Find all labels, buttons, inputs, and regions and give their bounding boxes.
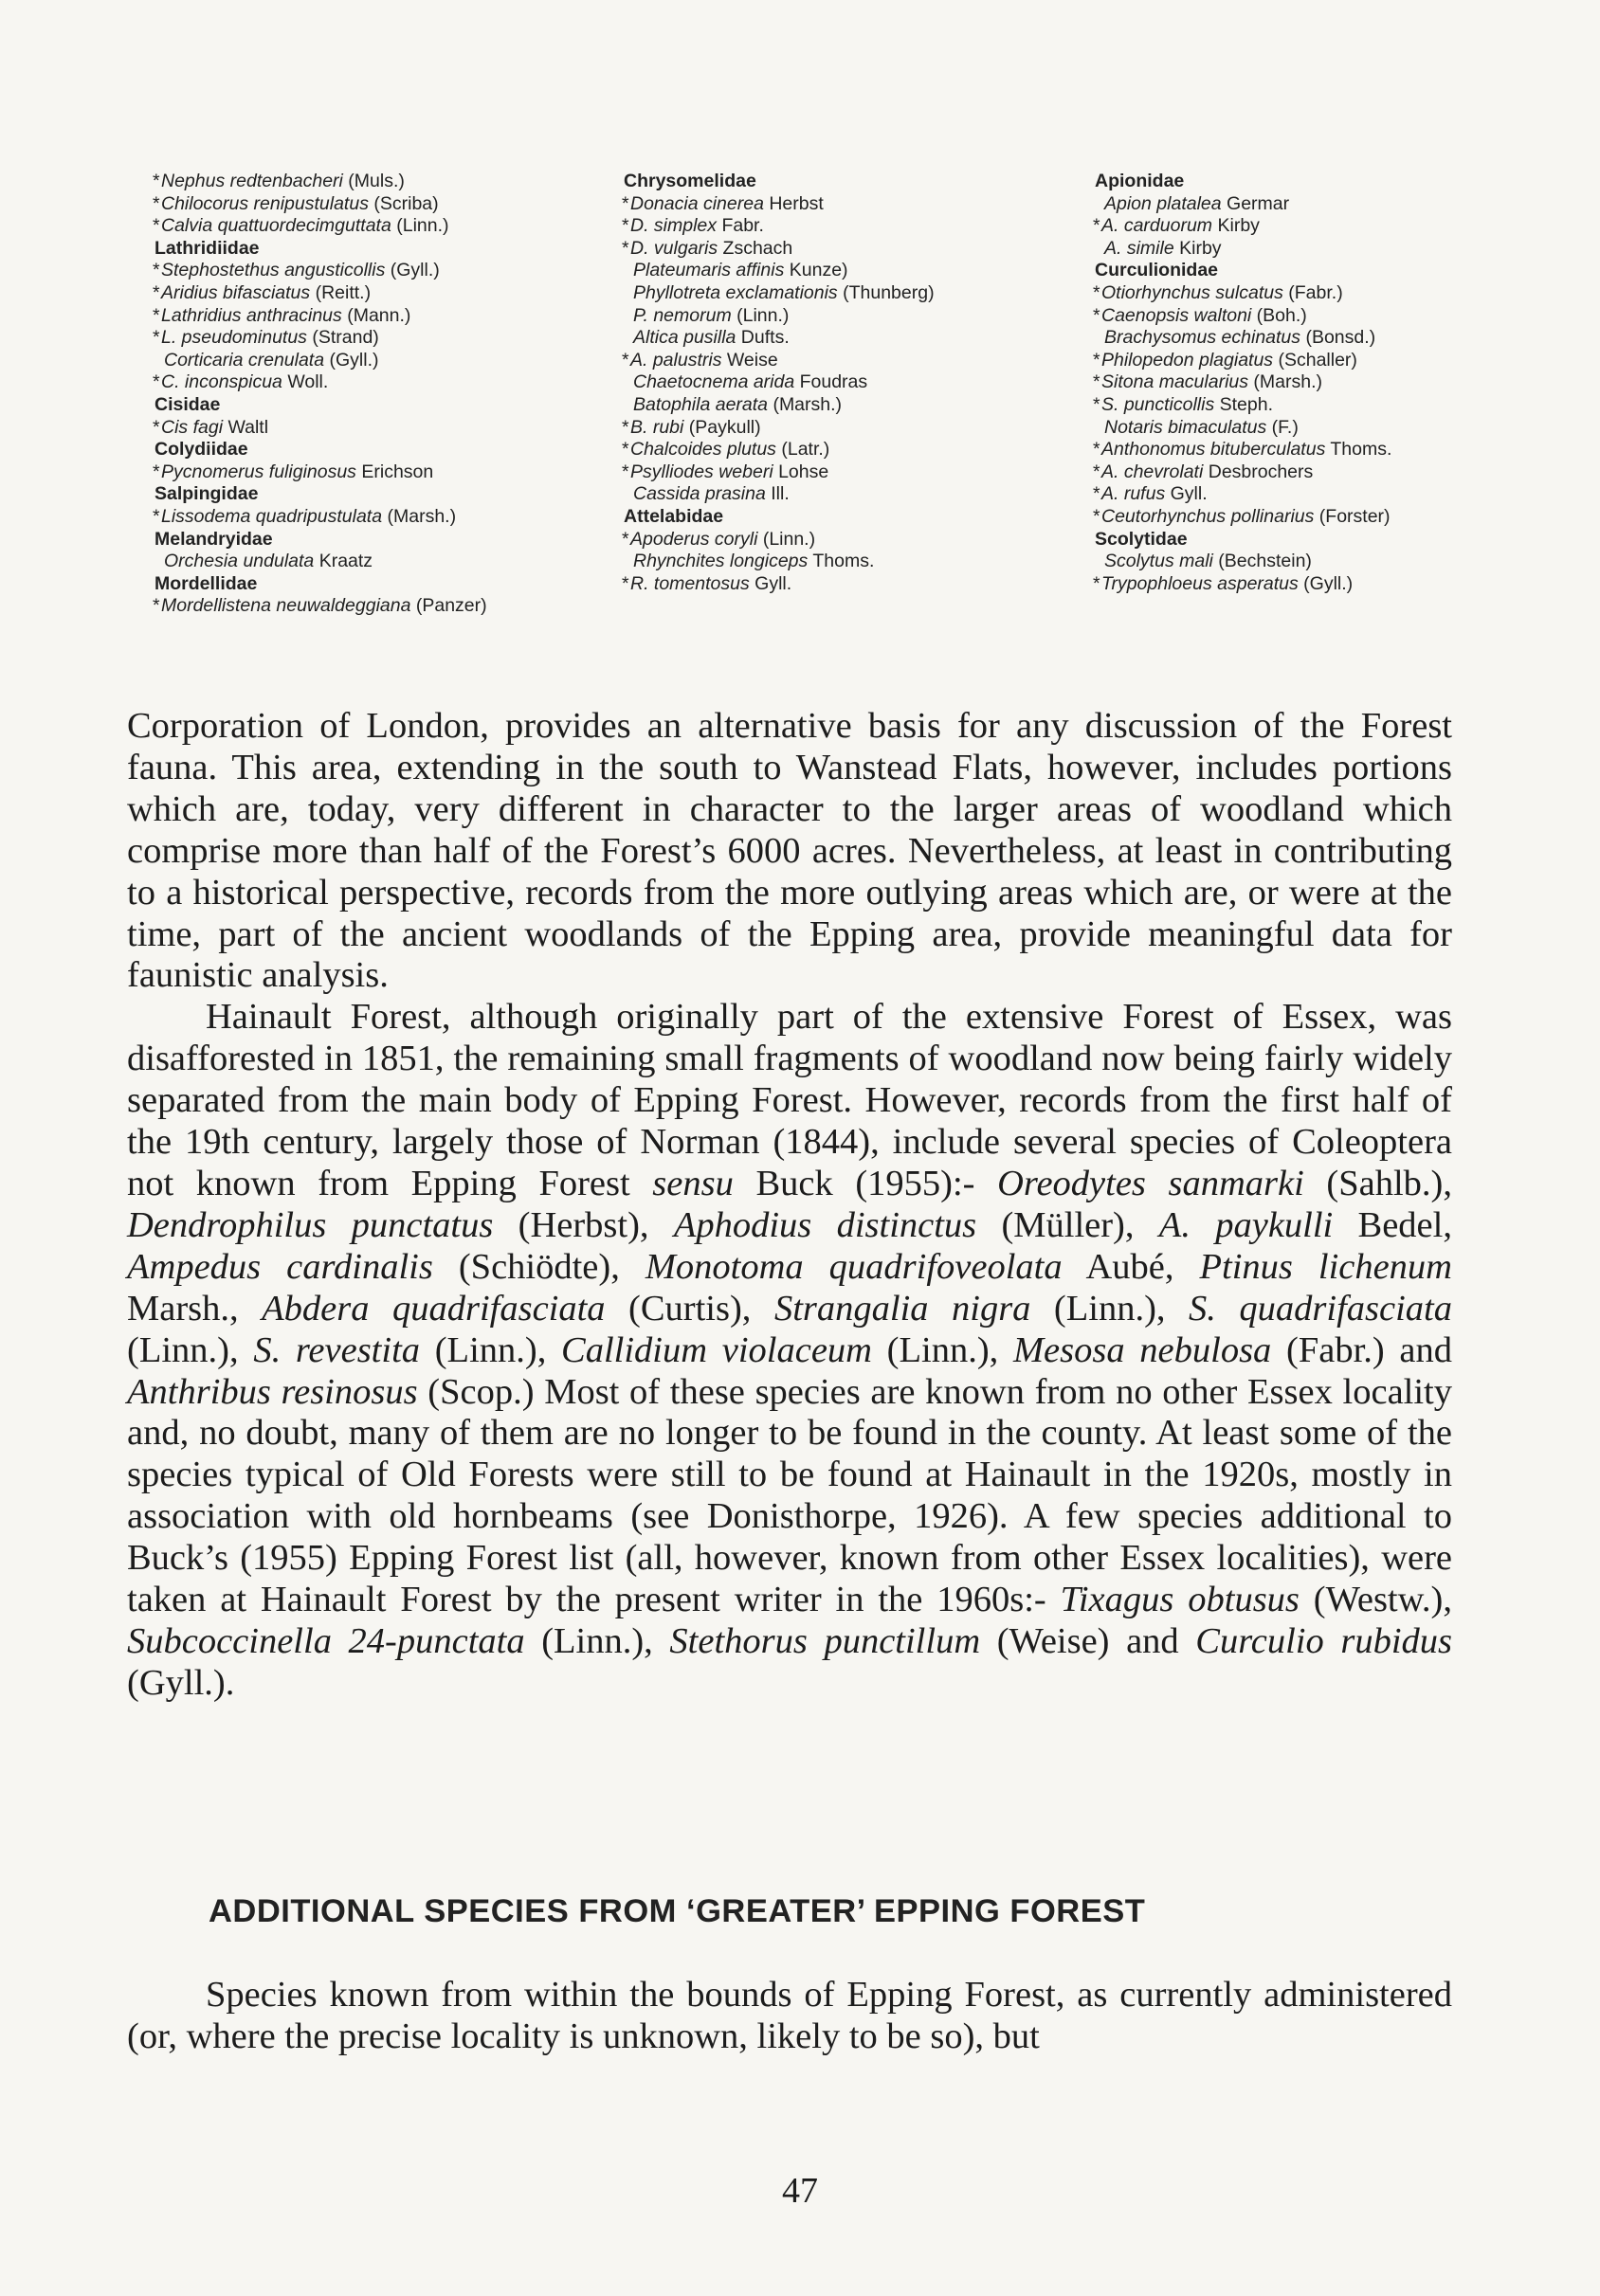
text-run: (Fabr.) and <box>1271 1329 1453 1370</box>
species-name: S. puncticollis <box>1101 393 1215 415</box>
asterisk-marker: * <box>622 237 629 259</box>
species-name: Sitona macularius <box>1101 371 1248 393</box>
family-heading: Curculionidae <box>1095 260 1219 281</box>
species-name: Rhynchites longiceps <box>633 551 809 572</box>
species-author: (Gyll.) <box>385 260 440 281</box>
text-run: (Linn.), <box>127 1329 254 1370</box>
species-author: Foudras <box>794 371 868 393</box>
text-run: (Weise) and <box>980 1620 1196 1661</box>
asterisk-marker: * <box>1093 371 1100 393</box>
species-name: Aridius bifasciatus <box>161 281 311 303</box>
species-author: (Panzer) <box>410 595 487 617</box>
species-name: A. carduorum <box>1101 215 1213 237</box>
species-name: Calvia quattuordecimguttata <box>161 215 391 237</box>
asterisk-marker: * <box>153 215 160 237</box>
species-name: Plateumaris affinis <box>633 260 785 281</box>
species-entry <box>624 573 1060 596</box>
species-name: Batophila aerata <box>633 393 769 415</box>
species-name: Stephostethus angusticollis <box>161 260 386 281</box>
species-entry <box>624 260 1060 282</box>
species-name: Pycnomerus fuliginosus <box>161 461 356 482</box>
species-list-column-3 <box>1095 171 1540 595</box>
asterisk-marker: * <box>153 192 160 214</box>
asterisk-marker: * <box>153 171 160 191</box>
species-name: Dendrophilus punctatus <box>127 1204 494 1245</box>
asterisk-marker: * <box>1093 461 1100 482</box>
text-run: (Müller), <box>976 1204 1159 1245</box>
species-entry <box>155 215 600 238</box>
species-entry <box>624 394 1060 417</box>
species-name: Lissodema quadripustulata <box>161 505 383 527</box>
species-entry <box>624 551 1060 573</box>
asterisk-marker: * <box>153 505 160 527</box>
species-author: (Linn.) <box>731 304 790 326</box>
species-entry <box>155 506 600 529</box>
family-heading: Lathridiidae <box>155 237 260 259</box>
asterisk-marker: * <box>153 327 160 349</box>
species-name: Anthribus resinosus <box>127 1371 418 1412</box>
species-author: (Scriba) <box>368 192 439 214</box>
asterisk-marker: * <box>622 461 629 482</box>
species-author: Dufts. <box>736 327 790 349</box>
species-name: C. inconspicua <box>161 371 282 393</box>
species-entry <box>155 327 600 350</box>
species-name: Oreodytes sanmarki <box>997 1163 1304 1203</box>
species-entry <box>155 551 600 573</box>
species-entry <box>155 260 600 282</box>
species-author: Lohse <box>773 461 829 482</box>
asterisk-marker: * <box>153 260 160 281</box>
asterisk-marker: * <box>622 349 629 371</box>
species-author: (Paykull) <box>683 416 761 438</box>
text-run: (Scop.) Most of these species are known from no other Essex locality and, no doubt, many of them are no longer to be found in the county. At least some of the species typical of Old Forests were still to be found at Hainault in the 1920s, mostly in association with old hornbeams (see Donisthorpe, 1926). A few species additional to Buck’s (1955) Epping Forest list (all, however, known from other Essex localities), were taken at Hainault Forest by the present writer in the 1960s:- <box>127 1371 1452 1620</box>
species-author: Desbrochers <box>1203 461 1314 482</box>
species-name: Strangalia nigra <box>773 1288 1031 1329</box>
family-heading: Mordellidae <box>155 572 258 594</box>
species-name: A. rufus <box>1101 483 1166 505</box>
species-list-column-2 <box>624 171 1060 595</box>
species-author: (Mann.) <box>341 304 411 326</box>
species-name: sensu <box>652 1163 734 1203</box>
text-run: (Linn.), <box>1030 1288 1190 1329</box>
species-entry <box>1095 461 1540 484</box>
species-author: Herbst <box>763 192 824 214</box>
species-name: Subcoccinella 24-punctata <box>127 1620 525 1661</box>
species-name: A. simile <box>1104 237 1174 259</box>
species-name: Philopedon plagiatus <box>1101 349 1274 371</box>
family-heading: Melandryidae <box>155 528 273 550</box>
text-run: (Linn.), <box>420 1329 562 1370</box>
species-entry <box>1095 417 1540 440</box>
species-name: Trypophloeus asperatus <box>1101 572 1299 594</box>
asterisk-marker: * <box>153 371 160 393</box>
species-author: (Gyll.) <box>324 349 379 371</box>
text-run: (Herbst), <box>493 1204 674 1245</box>
species-name: Scolytus mali <box>1104 551 1213 572</box>
species-name: Cis fagi <box>161 416 224 438</box>
asterisk-marker: * <box>1093 393 1100 415</box>
species-entry <box>624 439 1060 461</box>
species-name: Altica pusilla <box>633 327 736 349</box>
species-name: Otiorhynchus sulcatus <box>1101 281 1283 303</box>
asterisk-marker: * <box>153 595 160 617</box>
asterisk-marker: * <box>622 416 629 438</box>
species-name: Ptinus lichenum <box>1199 1246 1452 1287</box>
species-name: Apion platalea <box>1104 192 1222 214</box>
species-name: Aphodius distinctus <box>673 1204 977 1245</box>
species-author: (Fabr.) <box>1282 281 1343 303</box>
asterisk-marker: * <box>622 528 629 550</box>
species-name: B. rubi <box>630 416 684 438</box>
species-author: Kirby <box>1212 215 1260 237</box>
species-author: Steph. <box>1214 393 1274 415</box>
species-author: Woll. <box>282 371 329 393</box>
species-author: (Marsh.) <box>1248 371 1322 393</box>
species-author: Weise <box>721 349 778 371</box>
species-entry <box>155 417 600 440</box>
species-entry <box>1095 193 1540 216</box>
species-name: Chilocorus renipustulatus <box>161 192 369 214</box>
species-author: Thoms. <box>808 551 875 572</box>
species-name: Ampedus cardinalis <box>127 1246 433 1287</box>
asterisk-marker: * <box>622 192 629 214</box>
species-author: (Gyll.) <box>1298 572 1354 594</box>
asterisk-marker: * <box>622 572 629 594</box>
species-name: A. chevrolati <box>1101 461 1204 482</box>
body-paragraph <box>127 706 1452 997</box>
species-name: Donacia cinerea <box>630 192 764 214</box>
species-entry <box>1095 483 1540 506</box>
species-entry <box>624 215 1060 238</box>
section-heading: ADDITIONAL SPECIES FROM ‘GREATER’ EPPING FOREST <box>209 1893 1146 1929</box>
species-entry <box>155 193 600 216</box>
asterisk-marker: * <box>153 304 160 326</box>
species-entry <box>624 350 1060 372</box>
species-author: (Latr.) <box>775 439 830 461</box>
species-author: Ill. <box>765 483 790 505</box>
species-author: Fabr. <box>717 215 764 237</box>
species-author: Gyll. <box>1165 483 1208 505</box>
asterisk-marker: * <box>1093 349 1100 371</box>
asterisk-marker: * <box>1093 572 1100 594</box>
species-entry <box>624 305 1060 328</box>
species-name: Caenopsis waltoni <box>1101 304 1252 326</box>
text-run: (Linn.), <box>871 1329 1013 1370</box>
species-author: (Marsh.) <box>768 393 843 415</box>
species-entry <box>1095 305 1540 328</box>
text-run: (Linn.), <box>524 1620 670 1661</box>
asterisk-marker: * <box>1093 215 1100 237</box>
family-heading: Attelabidae <box>624 505 724 527</box>
asterisk-marker: * <box>622 439 629 461</box>
species-author: Gyll. <box>749 572 792 594</box>
species-entry <box>155 305 600 328</box>
species-entry <box>1095 371 1540 394</box>
species-name: D. vulgaris <box>630 237 718 259</box>
species-entry <box>624 193 1060 216</box>
species-entry <box>624 282 1060 305</box>
species-name: Callidium violaceum <box>561 1329 872 1370</box>
species-name: Psylliodes weberi <box>630 461 773 482</box>
body-text <box>127 706 1452 1705</box>
page-number: 47 <box>782 2171 818 2211</box>
species-name: Apoderus coryli <box>630 528 758 550</box>
species-entry <box>624 417 1060 440</box>
species-name: Tixagus obtusus <box>1060 1580 1300 1620</box>
asterisk-marker: * <box>622 215 629 237</box>
species-author: (Schaller) <box>1273 349 1357 371</box>
family-heading: Scolytidae <box>1095 528 1188 550</box>
species-name: L. pseudominutus <box>161 327 307 349</box>
species-author: (Thunberg) <box>837 281 935 303</box>
species-author: (Boh.) <box>1251 304 1307 326</box>
species-author: Germar <box>1221 192 1290 214</box>
species-author: (Bechstein) <box>1212 551 1312 572</box>
species-author: (Forster) <box>1314 505 1391 527</box>
asterisk-marker: * <box>153 461 160 482</box>
text-run: Corporation of London, provides an alternative basis for any discussion of the Forest fauna. This area, extending in the south to Wanstead Flats, however, includes portions which are, today, very different in character to the larger areas of woodland which comprise more than half of the Forest’s 6000 acres. Nevertheless, at least in contributing to a historical perspective, records from the more outlying areas which are, or were at the time, part of the ancient woodlands of the Epping area, provide meaningful data for faunistic analysis. <box>127 706 1452 996</box>
text-run: (Gyll.). <box>127 1662 235 1703</box>
species-author: Kirby <box>1173 237 1222 259</box>
asterisk-marker: * <box>1093 439 1100 461</box>
species-name: Mesosa nebulosa <box>1012 1329 1272 1370</box>
species-entry <box>1095 573 1540 596</box>
asterisk-marker: * <box>1093 281 1100 303</box>
species-name: R. tomentosus <box>630 572 750 594</box>
asterisk-marker: * <box>1093 304 1100 326</box>
species-name: Mordellistena neuwaldeggiana <box>161 595 411 617</box>
species-entry <box>155 371 600 394</box>
species-entry <box>1095 327 1540 350</box>
species-entry <box>1095 551 1540 573</box>
text-run: (Sahlb.), <box>1303 1163 1452 1203</box>
species-author: (Bonsd.) <box>1300 327 1376 349</box>
asterisk-marker: * <box>153 281 160 303</box>
text-run: (Curtis), <box>605 1288 774 1329</box>
species-name: S. revestita <box>253 1329 421 1370</box>
species-name: A. palustris <box>630 349 722 371</box>
species-name: Curculio rubidus <box>1195 1620 1453 1661</box>
species-author: (Strand) <box>306 327 379 349</box>
species-name: Lathridius anthracinus <box>161 304 342 326</box>
species-name: Abdera quadrifasciata <box>262 1288 606 1329</box>
species-entry <box>624 529 1060 551</box>
species-name: D. simplex <box>630 215 718 237</box>
family-heading: Cisidae <box>155 393 221 415</box>
species-name: Ceutorhynchus pollinarius <box>1101 505 1315 527</box>
species-name: Stethorus punctillum <box>669 1620 981 1661</box>
species-author: (Linn.) <box>391 215 449 237</box>
species-author: (Reitt.) <box>310 281 372 303</box>
text-run: Marsh., <box>127 1288 263 1329</box>
family-heading: Salpingidae <box>155 483 259 505</box>
text-run: (Westw.), <box>1299 1580 1453 1620</box>
species-entry <box>155 595 600 618</box>
species-name: Orchesia undulata <box>164 551 315 572</box>
species-name: S. quadrifasciata <box>1189 1288 1452 1329</box>
species-entry <box>1095 238 1540 261</box>
family-heading: Chrysomelidae <box>624 171 756 191</box>
family-heading: Colydiidae <box>155 439 248 461</box>
species-entry <box>155 350 600 372</box>
species-author: Erichson <box>355 461 434 482</box>
species-author: Kraatz <box>314 551 373 572</box>
species-entry <box>155 461 600 484</box>
body-paragraph <box>127 997 1452 1704</box>
text-run: Buck (1955):- <box>733 1163 998 1203</box>
species-entry <box>624 327 1060 350</box>
species-entry <box>1095 439 1540 461</box>
species-author: (F.) <box>1266 416 1299 438</box>
species-author: Waltl <box>223 416 269 438</box>
species-name: Notaris bimaculatus <box>1104 416 1267 438</box>
species-name: Monotoma quadrifoveolata <box>645 1246 1063 1287</box>
text-run: Hainault Forest, although originally part of the extensive Forest of Essex, was disafforested in 1851, the remaining small fragments of woodland now being fairly widely separated from the main body of Epping Forest. However, records from the first half of the 19th century, largely those of Norman (1844), include several species of Coleoptera not known from Epping Forest <box>127 997 1452 1203</box>
species-entry <box>1095 506 1540 529</box>
species-author: (Muls.) <box>342 171 405 191</box>
text-run: (Schiödte), <box>432 1246 645 1287</box>
species-entry <box>624 238 1060 261</box>
text-run: Aubé, <box>1062 1246 1200 1287</box>
species-entry <box>1095 215 1540 238</box>
species-list-column-1 <box>155 171 600 618</box>
species-name: Nephus redtenbacheri <box>161 171 343 191</box>
species-entry <box>1095 282 1540 305</box>
species-name: P. nemorum <box>633 304 732 326</box>
species-entry <box>155 171 600 193</box>
species-name: Chalcoides plutus <box>630 439 776 461</box>
text-run: Bedel, <box>1333 1204 1452 1245</box>
species-author: Zschach <box>718 237 793 259</box>
species-entry <box>624 371 1060 394</box>
species-author: (Marsh.) <box>382 505 457 527</box>
species-author: Kunze) <box>784 260 848 281</box>
species-name: Anthonomus bituberculatus <box>1101 439 1326 461</box>
species-name: Chaetocnema arida <box>633 371 795 393</box>
species-name: A. paykulli <box>1158 1204 1334 1245</box>
species-name: Corticaria crenulata <box>164 349 325 371</box>
family-heading: Apionidae <box>1095 171 1185 191</box>
species-author: (Linn.) <box>757 528 816 550</box>
species-author: Thoms. <box>1325 439 1392 461</box>
species-entry <box>1095 394 1540 417</box>
asterisk-marker: * <box>1093 483 1100 505</box>
species-entry <box>624 461 1060 484</box>
asterisk-marker: * <box>1093 505 1100 527</box>
species-name: Cassida prasina <box>633 483 766 505</box>
species-entry <box>624 483 1060 506</box>
species-name: Phyllotreta exclamationis <box>633 281 838 303</box>
species-entry <box>155 282 600 305</box>
section-paragraph: Species known from within the bounds of Epping Forest, as currently administered (or, where the precise locality is unknown, likely to be so), but <box>127 1975 1452 2056</box>
species-name: Brachysomus echinatus <box>1104 327 1301 349</box>
asterisk-marker: * <box>153 416 160 438</box>
species-entry <box>1095 350 1540 372</box>
